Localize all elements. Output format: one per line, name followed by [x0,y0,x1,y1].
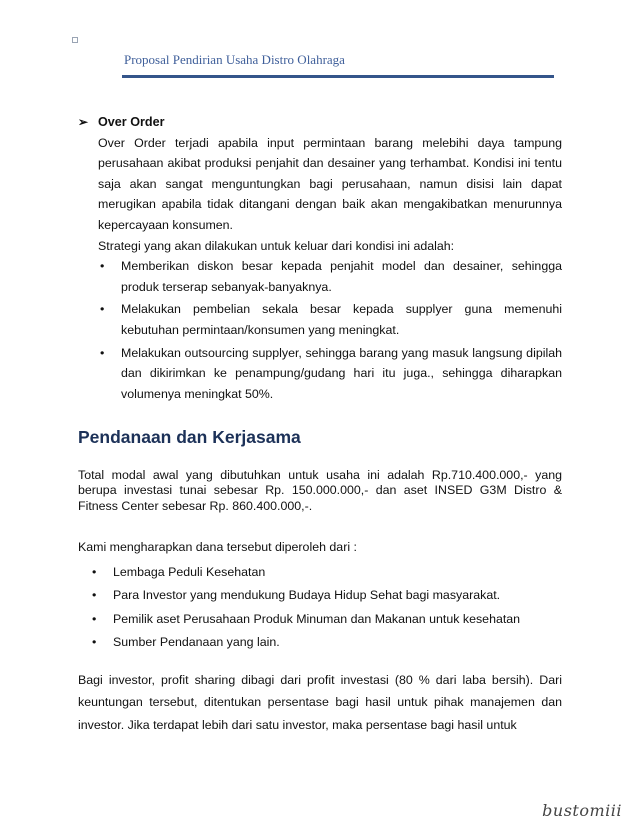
funding-section [78,468,562,659]
section-heading-funding: Pendanaan dan Kerjasama [78,427,301,447]
list-item: • Sumber Pendanaan yang lain. [92,635,280,650]
list-item: • Melakukan pembelian sekala besar kepada supplyer guna memenuhi kebutuhan permintaan/konsumen yang meningkat. [100,299,562,340]
capital-paragraph: Total modal awal yang dibutuhkan untuk usaha ini adalah Rp.710.400.000,- yang berupa investasi tunai sebesar Rp. 150.000.000,- dan aset INSED G3M Distro & Fitness Center sebesar Rp. 860.400.000,-. [78,468,562,513]
page-header-title: Proposal Pendirian Usaha Distro Olahraga [124,52,345,67]
author-signature: bustomiii [542,801,622,820]
bullet-icon: • [92,588,97,603]
bullet-icon: • [92,635,97,650]
strategy-list [78,256,562,404]
list-item: • Para Investor yang mendukung Budaya Hidup Sehat bagi masyarakat. [92,588,501,603]
list-item: • Pemilik aset Perusahaan Produk Minuman dan Makanan untuk kesehatan [92,611,521,626]
bullet-icon: • [92,611,97,626]
over-order-heading [78,112,562,133]
bullet-icon: • [100,345,105,360]
list-item: • Lembaga Peduli Kesehatan [92,564,266,579]
header-divider [122,75,554,78]
over-order-section [78,112,562,406]
corner-marker [72,37,78,43]
over-order-paragraph: Over Order terjadi apabila input permintaan barang melebihi daya tampung perusahaan akibat produksi penjahit dan desainer yang terhambat. Kondisi ini tentu saja akan sangat menguntungkan bagi perusahaan, namun disisi lain dapat merugikan apabila tidak ditangani dengan baik akan mengakibatkan menurunnya kepercayaan konsumen. [98,135,562,232]
list-item: • Memberikan diskon besar kepada penjahit model dan desainer, sehingga produk terserap sebanyak-banyaknya. [100,256,562,297]
list-item: • Melakukan outsourcing supplyer, sehingga barang yang masuk langsung dipilah dan dikirimkan ke penampung/gudang hari itu juga., sehingga diharapkan volumenya meningkat 50%. [100,343,562,405]
funding-sources-list [78,565,562,659]
investor-paragraph: Bagi investor, profit sharing dibagi dari profit investasi (80 % dari laba bersih). Dari keuntungan tersebut, ditentukan persentase bagi hasil untuk pihak manajemen dan investor. Jika terdapat lebih dari satu investor, maka persentase bagi hasil untuk [78,673,562,732]
over-order-title: Over Order [98,115,165,129]
strategy-intro: Strategi yang akan dilakukan untuk keluar dari kondisi ini adalah: [98,238,455,253]
bullet-icon: • [92,564,97,579]
bullet-icon: • [100,302,105,317]
arrow-bullet-icon: ➢ [78,115,89,129]
bullet-icon: • [100,259,105,274]
sources-intro: Kami mengharapkan dana tersebut diperoleh dari : [78,539,357,554]
